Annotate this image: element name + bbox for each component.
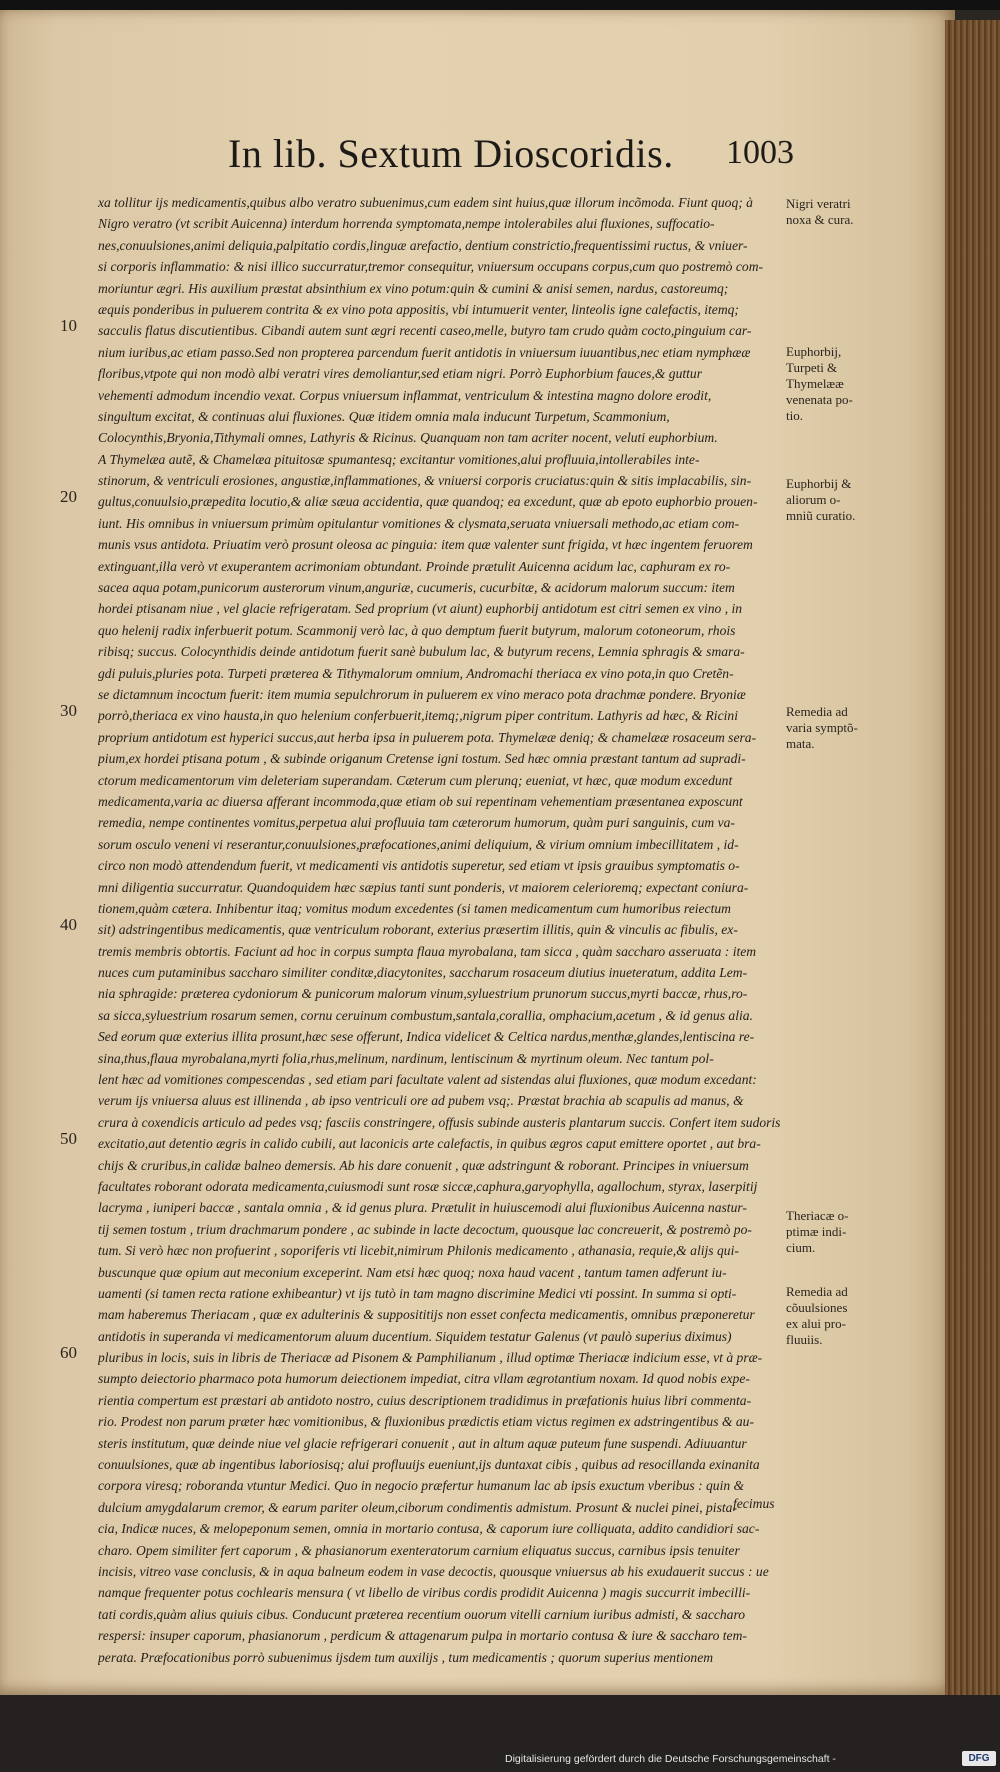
margin-note bbox=[786, 476, 904, 524]
margin-note-line: tio. bbox=[786, 408, 803, 423]
margin-note-line: Remedia ad bbox=[786, 1284, 848, 1299]
text-line: si corporis inflammatio: & nisi illico succurratur,tremor consequitur, vniuersum occupans corpus,cum quo postremò com- bbox=[98, 259, 764, 275]
text-line: sit) adstringentibus medicamentis, quæ ventriculum roborant, exterius præsertim illitis, quin & vinculis ac fibulis, ex- bbox=[98, 922, 738, 938]
text-line: namque frequenter potus cochlearis mensura ( vt libello de viribus cordis prodidit Auicenna ) magis succurrit imbecilli- bbox=[98, 1585, 751, 1601]
text-line: tati cordis,quàm alius quiuis cibus. Conducunt præterea recentium ouorum vitelli carnium iuribus admisti, & saccharo bbox=[98, 1606, 746, 1622]
text-line: antidotis in superanda vi medicamentorum aluum ducentium. Siquidem testatur Galenus (vt paulò superius diximus) bbox=[98, 1328, 732, 1344]
text-line: tionem,quàm cætera. Inhibentur itaq; vomitus modum excedentes (si tamen medicamentum cum humoribus reiectum bbox=[98, 900, 731, 916]
page-number: 1003 bbox=[726, 134, 794, 171]
margin-note-line: Nigri veratri bbox=[786, 196, 851, 211]
text-line: ctorum medicamentorum vim deleteriam superandam. Cæterum cum plerunq; eueniat, vt hæc, quæ modum excedunt bbox=[98, 772, 733, 788]
text-line: nuces cum putaminibus saccharo similiter conditæ,diacytonites, saccharum rosaceum diutius inueteratum, addita Lem- bbox=[98, 965, 748, 981]
scan-background bbox=[0, 1695, 1000, 1772]
line-number: 60 bbox=[60, 1343, 77, 1362]
text-line: uamenti (si tamen recta ratione exhibeantur) vt ijs tutò in tam magno discrimine Medici vti possint. In summa si opti- bbox=[98, 1285, 737, 1301]
text-line: nium iuribus,ac etiam passo.Sed non propterea parcendum fuerit antidotis in vniuersum iuuantibus,nec etiam nymphææ bbox=[98, 344, 751, 360]
text-line: facultates roborant odorata medicamenta,cuiusmodi sunt rosæ siccæ,caphura,garyophylla, agallochum, styrax, laserpitij bbox=[98, 1178, 758, 1194]
catchword: fecimus bbox=[733, 1496, 775, 1511]
text-line: proprium antidotum est hyperici succus,aut herba ipsa in puluerem pota. Thymelææ deniq; & chamelææ rosaceum sera- bbox=[98, 729, 757, 745]
text-line: steris institutum, quæ deinde niue vel glacie refrigerari conuenit , aut in altum aquæ puteum fune suspendi. Adiuuantur bbox=[98, 1435, 747, 1451]
text-line: rientia compertum est præstari ab antidoto nostro, cuius descriptionem tradidimus in præfationis huius libri commenta- bbox=[98, 1392, 752, 1408]
text-line: lacryma , iuniperi baccæ , santala omnia , & id genus plura. Prætulit in huiuscemodi alui fluxionibus Auicenna nastur- bbox=[98, 1200, 747, 1216]
text-line: circo non modò attendendum fuerit, vt medicamenti vis antidotis superetur, sed etiam vt ipsis grauibus symptomatis o- bbox=[98, 858, 740, 874]
text-line: iunt. His omnibus in vniuersum primùm opitulantur vomitiones & clysmata,seruata vniuersali methodo,ac etiam com- bbox=[98, 515, 740, 531]
text-line: Nigro veratro (vt scribit Auicenna) interdum horrenda symptomata,nempe intolerabiles alui fluxiones, suffocatio- bbox=[98, 216, 715, 232]
margin-note-line: Turpeti & bbox=[786, 360, 838, 375]
text-line: buscunque quæ opium aut meconium exceperint. Nam etsi hæc quoq; noxa haud vacent , tantum tamen adferunt iu- bbox=[98, 1264, 727, 1280]
line-number: 20 bbox=[60, 487, 77, 506]
text-line: incisis, vitreo vase conclusis, & in aqua balneum eodem in vase decoctis, quousque vniuersus ab his exudauerit succus : ue bbox=[98, 1564, 769, 1579]
text-line: extinguant,illa verò vt exuperantem acrimoniam obtundant. Proinde prætulit Auicenna acidum lac, caphuram ex ro- bbox=[98, 558, 731, 574]
margin-note bbox=[786, 344, 904, 424]
margin-note-line: noxa & cura. bbox=[786, 212, 854, 227]
margin-note bbox=[786, 704, 904, 752]
line-number: 10 bbox=[60, 316, 77, 335]
text-line: cia, Indicæ nuces, & melopeponum semen, omnia in mortario contusa, & caporum iure colliquata, addito candidiori sac- bbox=[98, 1521, 760, 1537]
text-line: moriuntur ægri. His auxilium præstat absinthium ex vino potum:quin & cumini & anisi semen, nardus, castoreumq; bbox=[98, 280, 729, 296]
margin-note-line: venenata po- bbox=[786, 392, 853, 407]
margin-note bbox=[786, 1208, 904, 1256]
text-line: munis vsus antidota. Priuatim verò prosunt oleosa ac pinguia: item quæ valenter sunt frigida, vt hæc ingentem feruorem bbox=[98, 537, 753, 553]
text-line: sumpto deiectorio pharmaco pota humorum deiectionem impediat, citra vllam ægrotantium noxam. Id quod nobis expe- bbox=[98, 1371, 750, 1387]
text-line: tremis membris obtortis. Faciunt ad hoc in corpus sumpta flaua myrobalana, tam sicca , quàm saccharo asseruata : item bbox=[98, 943, 757, 959]
text-line: tum. Si verò hæc non profuerint , soporiferis vti licebit,nimirum Philonis medicamento , athanasia, requie,& alijs qui- bbox=[98, 1243, 739, 1259]
text-line: vehementi admodum incendio vexat. Corpus vniuersum inflammat, ventriculum & intestina magno dolore erodit, bbox=[98, 387, 712, 403]
text-line: gultus,conuulsio,præpedita locutio,& aliæ sæua accidentia, quæ quandoq; ea excedunt, quæ ab epoto euphorbio prouen- bbox=[98, 494, 758, 510]
margin-note-line: Euphorbij & bbox=[786, 476, 852, 491]
text-line: perata. Præfocationibus porrò subuenimus ijsdem tum auxilijs , tum medicamentis ; quorum superius mentionem bbox=[98, 1649, 714, 1665]
text-line: hordei ptisanam niue , vel glacie refrigeratam. Sed proprium (vt aiunt) euphorbij antidotum est citri semen ex vino , in bbox=[98, 601, 743, 617]
top-frame-edge bbox=[0, 0, 1000, 10]
text-line: floribus,vtpote qui non modò albi veratri vires demoliantur,sed etiam nigri. Porrò Euphorbium fauces,& guttur bbox=[98, 366, 703, 382]
main-text-column bbox=[98, 192, 780, 1668]
margin-note-line: mata. bbox=[786, 736, 815, 751]
text-line: se dictamnum incoctum fuerit: item mumia sepulchrorum in puluerem ex vino meraco pota drachmæ pondere. Bryoniæ bbox=[98, 686, 746, 702]
margin-note-line: Remedia ad bbox=[786, 704, 848, 719]
margin-note bbox=[786, 196, 904, 228]
text-line: Sed eorum quæ exterius illita prosunt,hæc sese offerunt, Indica videlicet & Celtica nardus,menthæ,glandes,lentiscina re- bbox=[98, 1029, 755, 1045]
text-line: nes,conuulsiones,animi deliquia,palpitatio cordis,linguæ arefactio, dentium constrictio,frequentissimi ructus, & vniuer- bbox=[98, 237, 748, 253]
text-line: remedia, nempe continentes vomitus,perpetua alui profluuia tam cæterorum humorum, quàm puri sanguinis, cum va- bbox=[98, 815, 735, 831]
page-header bbox=[228, 130, 794, 190]
dfg-logo: DFG bbox=[962, 1751, 996, 1766]
text-line: ribisq; succus. Colocynthidis deinde antidotum fuerit sanè bubulum lac, & butyrum recens, Lemnia sphragis & smara- bbox=[98, 644, 745, 660]
margin-note-line: Theriacæ o- bbox=[786, 1208, 849, 1223]
text-line: stinorum, & ventriculi erosiones, angustiæ,inflammationes, & vniuersi corporis cruciatus:quin & sitis implacabilis, sin- bbox=[98, 473, 752, 489]
text-line: pium,ex hordei ptisana potum , & subinde origanum Cretense igni tostum. Sed hæc omnia præstant tantum ad supradi- bbox=[98, 751, 746, 767]
text-line: æquis ponderibus in puluerem contrita & ex vino pota appositis, vbi intumuerit venter, linteolis igne calefactis, itemq; bbox=[98, 301, 739, 317]
text-line: crura à coxendicis articulo ad pedes vsq; fasciis constringere, offusis subinde austeris plantarum succis. Confert item sudoris bbox=[98, 1114, 780, 1130]
line-number: 50 bbox=[60, 1129, 77, 1148]
text-line: chijs & cruribus,in calidæ balneo demersis. Ab his dare conuenit , quæ adstringunt & roborant. Principes in vniuersum bbox=[98, 1157, 749, 1173]
book-page-edges bbox=[945, 20, 1000, 1710]
text-line: excitatio,aut detentio ægris in calido cubili, aut laconicis arte calefactis, in quibus ægros caput emittere oportet , aut bra- bbox=[98, 1136, 761, 1152]
running-title: In lib. Sextum Dioscoridis. bbox=[228, 131, 674, 176]
text-line: sa sicca,syluestrium rosarum semen, cornu ceruinum combustum,santala,corallia, omphacium,acetum , & id genus alia. bbox=[98, 1007, 753, 1023]
text-line: A Thymelæa autẽ, & Chamelæa pituitosæ spumantesq; excitantur vomitiones,alui profluuia,intollerabiles inte- bbox=[98, 451, 700, 467]
margin-note bbox=[786, 1284, 904, 1348]
text-line: mni diligentia succurratur. Quandoquidem hæc sæpius tanti sunt ponderis, vt maiorem celerioremq; expectant coniura- bbox=[98, 879, 749, 895]
text-line: charo. Opem similiter fert caporum , & phasianorum exenteratorum carnium eliquatus succus, carnibus ipsis tenuiter bbox=[98, 1542, 740, 1558]
margin-note-line: ex alui pro- bbox=[786, 1316, 846, 1331]
margin-note-line: Euphorbij, bbox=[786, 344, 842, 359]
text-line: respersi: insuper caporum, phasianorum , perdicum & attagenarum pulpa in mortario contusa & iure & saccharo tem- bbox=[98, 1628, 747, 1644]
margin-note-line: ptimæ indi- bbox=[786, 1224, 847, 1239]
text-line: mam haberemus Theriacam , quæ ex adulterinis & supposititijs non esset confecta medicamentis, omnibus præponeretur bbox=[98, 1307, 755, 1323]
text-line: gdi puluis,pluries pota. Turpeti præterea & Tithymalorum omnium, Andromachi theriaca ex vino pota,in quo Cretẽn- bbox=[98, 665, 734, 681]
text-line: rio. Prodest non parum præter hæc vomitionibus, & fluxionibus prædictis etiam victus regimen ex adstringentibus & au- bbox=[98, 1414, 754, 1430]
digitization-credit: Digitalisierung gefördert durch die Deutsche Forschungsgemeinschaft - bbox=[505, 1753, 836, 1765]
text-line: medicamenta,varia ac diuersa afferant incommoda,quæ etiam ob sui repentinam vehementiam præsentanea exposcunt bbox=[98, 793, 743, 809]
margin-note-line: Thymelææ bbox=[786, 376, 844, 391]
margin-note-line: varia symptõ- bbox=[786, 720, 858, 735]
text-line: quo helenij radix inferbuerit potum. Scammonij verò lac, à quo demptum fuerit butyrum, malorum cotoneorum, rhois bbox=[98, 622, 736, 638]
text-line: dulcium amygdalarum cremor, & earum pariter oleum,ciborum condimentis admistum. Prosunt & nuclei pinei, pista- bbox=[98, 1499, 737, 1515]
margin-note-line: aliorum o- bbox=[786, 492, 841, 507]
text-line: xa tollitur ijs medicamentis,quibus albo veratro subuenimus,cum eadem sint huius,quæ illorum incõmoda. Fiunt quoq; à bbox=[98, 195, 753, 210]
text-line: conuulsiones, quæ ab ingentibus laboriosisq; alui profluuijs eueniunt,ijs duntaxat cibis , quibus ad resocillanda exinanita bbox=[98, 1457, 760, 1473]
text-line: porrò,theriaca ex vino hausta,in quo helenium conferbuerit,itemq;,nigrum piper contritum. Lathyris ad hæc, & Ricini bbox=[98, 708, 738, 724]
text-line: verum ijs vniuersa aluus est illinenda , ab ipso ventriculi ore ad pubem vsq;. Præstat brachia ab scapulis ad manus, & bbox=[98, 1093, 744, 1109]
text-line: sina,thus,flaua myrobalana,myrti folia,rhus,melinum, nardinum, lentiscinum & myrtinum oleum. Nec tantum pol- bbox=[98, 1050, 714, 1066]
text-line: sorum osculo veneni vi reserantur,conuulsiones,præfocationes,animi deliquium, & virium omnium imbecillitatem , id- bbox=[98, 836, 739, 852]
margin-note-line: cõuulsiones bbox=[786, 1300, 848, 1315]
text-line: pluribus in locis, suis in libris de Theriacæ ad Pisonem & Pamphilianum , illud optimæ Theriacæ indicium esse, vt à præ- bbox=[98, 1350, 763, 1366]
line-number: 30 bbox=[60, 701, 77, 720]
margin-note-line: mniũ curatio. bbox=[786, 508, 856, 523]
text-line: singultum excitat, & continuas alui fluxiones. Quæ itidem omnia mala inducunt Turpetum, Scammonium, bbox=[98, 408, 670, 424]
text-line: nia sphragide: præterea cydoniorum & punicorum malorum vinum,syluestrium prunorum succus,myrti baccæ, rhus,ro- bbox=[98, 986, 748, 1002]
line-number: 40 bbox=[60, 915, 77, 934]
text-line: sacculis flatus discutientibus. Cibandi autem sunt ægri recenti caseo,melle, butyro tam crudo quàm cocto,pinguium car- bbox=[98, 323, 752, 339]
line-numbers bbox=[60, 192, 94, 1492]
margin-note-line: cium. bbox=[786, 1240, 816, 1255]
text-line: tij semen tostum , trium drachmarum pondere , ac subinde in lacte decoctum, quousque lac concreuerit, & postremò po- bbox=[98, 1221, 752, 1237]
text-line: Colocynthis,Bryonia,Tithymali omnes, Lathyris & Ricinus. Quanquam non tam acriter nocent, veluti euphorbium. bbox=[98, 430, 718, 446]
text-line: corpora viresq; roboranda vtuntur Medici. Quo in negocio præfertur humanum lac ab ipsis exuctum vberibus : quin & bbox=[98, 1478, 745, 1494]
text-line: lent hæc ad vomitiones compescendas , sed etiam pari facultate valent ad sistendas alui fluxiones, quæ modum excedant: bbox=[98, 1072, 757, 1088]
margin-note-line: fluuiis. bbox=[786, 1332, 823, 1347]
text-line: sacea aqua potam,punicorum austerorum vinum,anguriæ, cucumeris, cucurbitæ, & acidorum malorum succum: item bbox=[98, 580, 735, 596]
